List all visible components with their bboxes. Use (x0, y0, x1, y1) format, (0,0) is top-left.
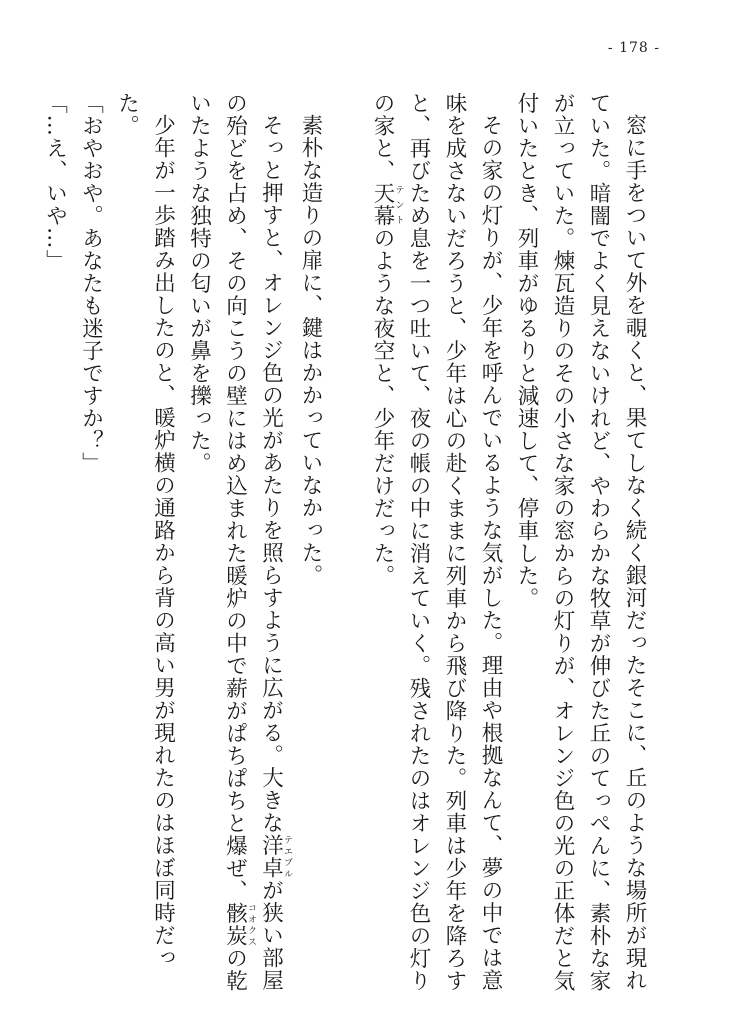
ruby-base: 洋卓 (258, 833, 284, 879)
paragraph-door (292, 92, 328, 992)
paragraph-text: の乾いたような独特の匂いが鼻を擽った。 (186, 92, 248, 992)
paragraph-text: そっと押すと、オレンジ色の光があたりを照らすように広がる。大きな (258, 113, 284, 834)
ruby-coke (222, 902, 256, 947)
ruby-base: 天幕 (370, 182, 395, 227)
ruby-tent (370, 182, 404, 227)
ruby-reading: テエブル (282, 833, 292, 879)
paragraph-text: 窓に手をついて外を覗くと、果てしなく続く銀河だったそこに、丘のような場所が現れていた。暗闇でよく見えないけれど、やわらかな牧草が伸びた丘のてっぺんに、素朴な家が立っていた。煉瓦造りのその小さな家の窓からの灯りが、オレンジ色の光の正体だと気付いたとき、列車がゆるりと減速して、停車した。 (514, 92, 647, 992)
paragraph-text: 素朴な造りの扉に、鍵はかかっていなかった。 (298, 113, 323, 586)
paragraph-text: 少年が一歩踏み出したのと、暖炉横の通路から背の高い男が現れたのはほぼ同時だった。 (114, 92, 176, 969)
page-number: - 178 - (607, 40, 660, 56)
dialogue-text: 「…え、いや…」 (42, 92, 68, 272)
dialogue-boy (37, 92, 73, 992)
paragraph-text: のような夜空と、少年だけだった。 (370, 227, 395, 587)
ruby-base: 骸炭 (222, 902, 248, 947)
paragraph-house-light (364, 92, 508, 992)
ruby-table (258, 833, 292, 879)
dialogue-man (73, 92, 109, 992)
paragraph-man-appears (109, 92, 181, 992)
ruby-reading: コオクス (246, 902, 256, 947)
paragraph-window-view (508, 92, 652, 992)
body-text (37, 92, 653, 992)
paragraph-room (181, 92, 293, 992)
paragraph-text: その家の灯りが、少年を呼んでいるような気がした。理由や根拠なんて、夢の中では意味を成さないだろうと、少年は心の赴くままに列車から飛び降りた。列車は少年を降ろすと、再びため息を一つ吐いて、夜の帳の中に消えていく。残されたのはオレンジ色の灯りの家と、 (370, 92, 503, 992)
paragraph-text: が狭い部屋の殆どを占め、その向こうの壁にはめ込まれた暖炉の中で薪がぱちぱちと爆ぜ、 (222, 92, 284, 991)
ruby-reading: テント (393, 182, 404, 227)
dialogue-text: 「おやおや。あなたも迷子ですか？」 (78, 92, 104, 475)
